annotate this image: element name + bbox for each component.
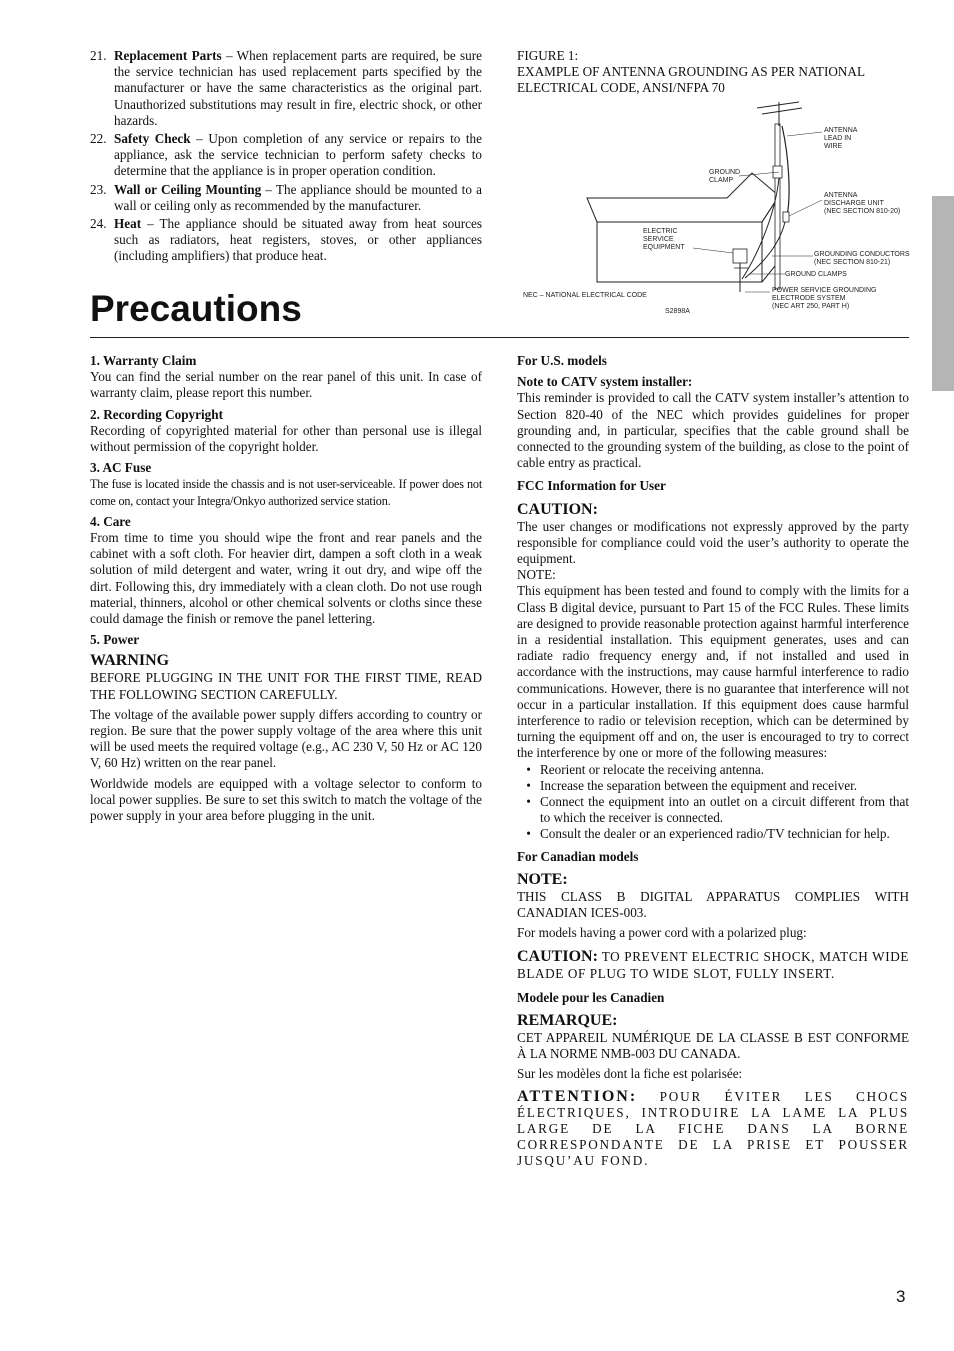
left-column <box>90 353 482 824</box>
leader-line <box>789 200 822 216</box>
label-discharge-unit: ANTENNA <box>824 192 858 199</box>
copyright-text: Recording of copyrighted material for other than personal use is illegal without permission of the copyright holder. <box>90 422 482 455</box>
caution-heading: CAUTION: <box>517 500 598 518</box>
label-electric-service: ELECTRIC <box>643 228 678 235</box>
safety-items-list <box>90 48 482 267</box>
antenna-mast <box>775 124 780 289</box>
modele-heading: Modele pour les Canadien <box>517 989 665 1005</box>
list-item: • Connect the equipment into an outlet on a circuit different from that to which the receiver is connected. <box>526 794 909 826</box>
label-power-grounding: POWER SERVICE GROUNDING <box>772 287 877 294</box>
antenna-grounding-figure <box>517 96 937 321</box>
figure-caption-label: FIGURE 1: <box>517 48 579 63</box>
label-discharge-unit: DISCHARGE UNIT <box>824 200 884 207</box>
antenna-element <box>762 108 802 114</box>
label-ground-clamp: CLAMP <box>709 177 734 184</box>
antenna-element <box>757 102 799 108</box>
item-number: 22. <box>90 131 107 147</box>
page-number: 3 <box>896 1287 906 1306</box>
item-title: Replacement Parts <box>114 48 222 63</box>
voltage-text: The voltage of the available power supply differs according to country or region. Be sure that the power supply voltage of the area where this unit will be used meets the required voltage (e.g., AC 230 V, 50 Hz or AC 120 V, 60 Hz) written on the rear panel. <box>90 706 482 771</box>
section-tab <box>932 196 954 391</box>
fuse-text: The fuse is located inside the chassis and is not user-serviceable. If power does not come on, contact your Integra/Onkyo authorized service station. <box>90 477 482 508</box>
page-title: Precautions <box>90 288 302 329</box>
item-title: Safety Check <box>114 131 191 147</box>
care-heading: 4. Care <box>90 513 131 529</box>
attention-text: POUR ÉVITER LES CHOCS ÉLECTRIQUES, INTRODUIRE LA LAME LA PLUS LARGE DE LA FICHE DANS LA BORNE CORRESPONDANTE DE LA PRISE ET POUSSER JUSQU’AU FOND. <box>517 1088 909 1169</box>
leader-line <box>787 132 822 136</box>
label-power-grounding: ELECTRODE SYSTEM <box>772 295 846 302</box>
discharge-unit-box <box>783 212 789 222</box>
electric-service-box <box>733 249 747 263</box>
roof-shape <box>587 173 779 222</box>
item-text: – When replacement parts are required, be sure the service technician has used replacement parts specified by the manufacturer or have the same characteristics as the original part. Unauthorized substitutions may result in fire, electric shock, or other hazards. <box>114 48 483 128</box>
label-electric-service: EQUIPMENT <box>643 244 685 251</box>
caution2-text: TO PREVENT ELECTRIC SHOCK, MATCH WIDE BLADE OF PLUG TO WIDE SLOT, FULLY INSERT. <box>517 948 909 981</box>
fuse-heading: 3. AC Fuse <box>90 460 152 476</box>
label-grounding-conductors: (NEC SECTION 810-21) <box>814 259 891 266</box>
attention-heading: ATTENTION: <box>517 1087 638 1105</box>
item-heat <box>90 216 482 265</box>
item-wall-mounting <box>90 182 482 214</box>
warning-text: BEFORE PLUGGING IN THE UNIT FOR THE FIRST TIME, READ THE FOLLOWING SECTION CAREFULLY. <box>90 670 482 702</box>
catv-heading: Note to CATV system installer: <box>517 374 693 390</box>
label-electric-service: SERVICE <box>643 236 674 243</box>
care-text: From time to time you should wipe the front and rear panels and the cabinet with a soft cloth. For heavier dirt, dampen a soft cloth in a weak solution of mild detergent and water, wring it out dry, and wipe off the dirt. Following this, dry immediately with a clean cloth. Do not use rough material, thinners, alcohol or other chemical solvents or cloths since these could damage the finish or remove the panel lettering. <box>90 530 482 627</box>
list-item: • Reorient or relocate the receiving antenna. <box>526 761 765 777</box>
worldwide-text: Worldwide models are equipped with a voltage selector to conform to local power supplies. Be sure to set this switch to match the voltage of the power supply in your area before plugging in the unit. <box>90 775 482 824</box>
remarque-text: CET APPAREIL NUMÉRIQUE DE LA CLASSE B EST CONFORME À LA NORME NMB-003 DU CANADA. <box>517 1029 909 1062</box>
label-grounding-conductors: GROUNDING CONDUCTORS <box>814 251 910 258</box>
label-ground-clamp: GROUND <box>709 169 741 176</box>
canadian-heading: For Canadian models <box>517 848 639 864</box>
figure-caption-text: EXAMPLE OF ANTENNA GROUNDING AS PER NATIONAL ELECTRICAL CODE, ANSI/NFPA 70 <box>517 64 865 96</box>
figure-code: S2898A <box>665 308 690 315</box>
note-heading: NOTE: <box>517 870 568 888</box>
caution2-heading: CAUTION: <box>517 947 598 965</box>
item-number: 21. <box>90 48 107 63</box>
item-title: Wall or Ceiling Mounting <box>114 181 262 197</box>
warranty-heading: 1. Warranty Claim <box>90 353 197 368</box>
item-replacement-parts <box>90 48 482 129</box>
item-text: – The appliance should be situated away from heat sources such as radiators, heat registers, stoves, or other appliances (including amplifiers) that produce heat. <box>114 216 482 264</box>
note-text: THIS CLASS B DIGITAL APPARATUS COMPLIES WITH CANADIAN ICES-003. <box>517 888 909 921</box>
caution-text: The user changes or modifications not expressly approved by the party responsible for compliance could void the user’s authority to operate the equipment. <box>517 518 909 567</box>
polarized-text: For models having a power cord with a polarized plug: <box>517 925 807 941</box>
warning-heading: WARNING <box>90 652 170 670</box>
catv-text: This reminder is provided to call the CATV system installer’s attention to Section 820-40 of the NEC which provides guidelines for proper grounding and, in particular, specifies that the cable ground shall be connected to the grounding system of the building, as close to the point of cable entry as practical. <box>517 390 909 471</box>
label-antenna-lead: LEAD IN <box>824 135 852 142</box>
copyright-heading: 2. Recording Copyright <box>90 406 223 422</box>
list-item: • Increase the separation between the equipment and receiver. <box>526 777 858 793</box>
label-power-grounding: (NEC ART 250, PART H) <box>772 303 850 310</box>
remarque-heading: REMARQUE: <box>517 1011 618 1029</box>
antenna-grounding-diagram <box>517 96 937 321</box>
item-title: Heat <box>114 216 142 232</box>
label-ground-clamps: GROUND CLAMPS <box>785 271 847 278</box>
label-antenna-lead: WIRE <box>824 143 843 150</box>
fcc-heading: FCC Information for User <box>517 478 666 494</box>
list-item: • Consult the dealer or an experienced radio/TV technician for help. <box>526 826 890 842</box>
note-label: NOTE: <box>517 567 556 583</box>
fcc-text: This equipment has been tested and found to comply with the limits for a Class B digital device, pursuant to Part 15 of the FCC Rules. These limits are designed to provide reasonable protection against harmful interference in a residential installation. This equipment generates, uses and can radiate radio frequency energy and, if not installed and used in accordance with the instructions, may cause harmful interference to radio communications. However, there is no guarantee that interference will not occur in a particular installation. If this equipment does cause harmful interference to radio or television reception, which can be determined by turning the equipment off and on, the user is encouraged to try to correct the interference by one or more of the following measures: <box>517 583 909 761</box>
label-nec: NEC – NATIONAL ELECTRICAL CODE <box>523 292 647 299</box>
item-text: – The appliance should be mounted to a wall or ceiling only as recommended by the manufacturer. <box>114 181 482 213</box>
fcc-measures-list <box>517 762 909 843</box>
item-text: – Upon completion of any service or repairs to the appliance, ask the service technician to perform safety checks to determine that the appliance is in proper operation condition. <box>114 131 482 179</box>
title-rule <box>90 337 909 338</box>
lead-in-wire <box>782 126 789 216</box>
item-safety-check <box>90 131 482 180</box>
label-discharge-unit: (NEC SECTION 810-20) <box>824 208 901 215</box>
polarisee-text: Sur les modèles dont la fiche est polarisée: <box>517 1066 743 1082</box>
item-number: 23. <box>90 181 107 197</box>
item-number: 24. <box>90 216 107 232</box>
figure-caption <box>517 48 909 97</box>
warranty-text: You can find the serial number on the rear panel of this unit. In case of warranty claim, please report this number. <box>90 369 482 401</box>
us-models-heading: For U.S. models <box>517 353 607 368</box>
power-heading: 5. Power <box>90 632 140 648</box>
label-antenna-lead: ANTENNA <box>824 127 858 134</box>
right-column <box>517 353 909 1170</box>
